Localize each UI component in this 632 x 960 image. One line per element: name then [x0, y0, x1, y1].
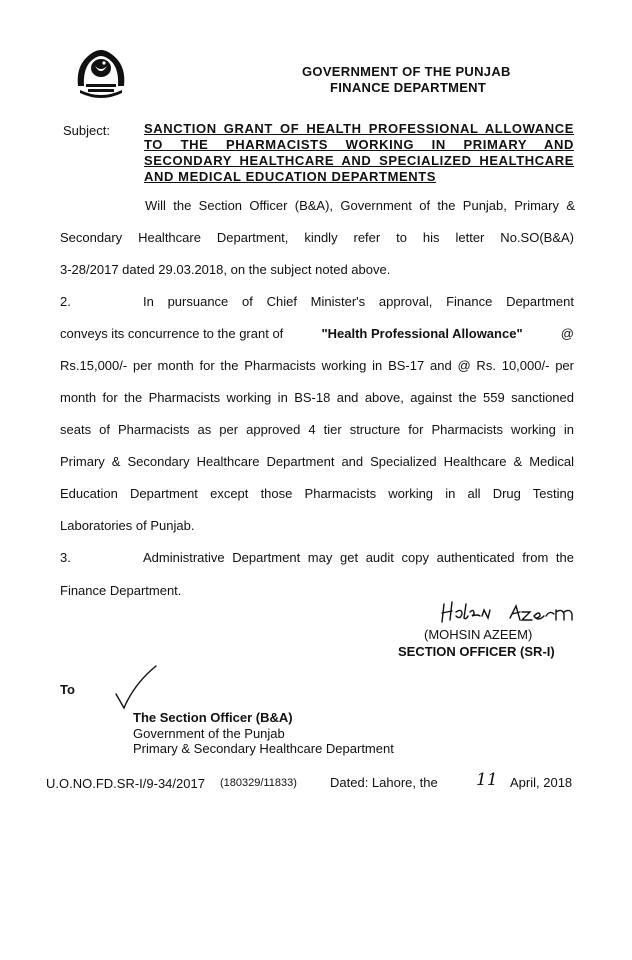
subject-line: TO THE PHARMACISTS WORKING IN PRIMARY AND — [144, 137, 574, 152]
para3-line: Administrative Department may get audit copy authenticated from the — [143, 550, 574, 565]
para2-line: Laboratories of Punjab. — [60, 518, 195, 533]
para2-line: Rs.15,000/- per month for the Pharmacists working in BS-17 and @ Rs. 10,000/- per — [60, 358, 574, 373]
para1-line: Will the Section Officer (B&A), Government of the Punjab, Primary & — [145, 198, 575, 213]
signatory-title: SECTION OFFICER (SR-I) — [398, 644, 555, 659]
para2-line2-post: @ — [560, 326, 574, 341]
para2-line: Education Department except those Pharmacists working in all Drug Testing — [60, 486, 574, 501]
para2-line: seats of Pharmacists as per approved 4 tier structure for Pharmacists working in — [60, 422, 574, 437]
para3-line: Finance Department. — [60, 583, 182, 598]
para2-line: Primary & Secondary Healthcare Department and Specialized Healthcare & Medical — [60, 454, 574, 469]
subject-line: SECONDARY HEALTHCARE AND SPECIALIZED HEALTHCARE — [144, 153, 574, 168]
recipient-line: The Section Officer (B&A) — [133, 710, 293, 725]
para3-number: 3. — [60, 550, 71, 565]
para2-line2-bold: "Health Professional Allowance" — [321, 326, 523, 341]
header-department: FINANCE DEPARTMENT — [330, 80, 487, 95]
subject-line: SANCTION GRANT OF HEALTH PROFESSIONAL ALLOWANCE — [144, 121, 574, 136]
para1-line: 3-28/2017 dated 29.03.2018, on the subject noted above. — [60, 262, 391, 277]
date-day: 11 — [476, 770, 498, 790]
subject-block — [144, 121, 574, 185]
subject-label: Subject: — [63, 123, 110, 138]
para2-line: month for the Pharmacists working in BS-18 and above, against the 559 sanctioned — [60, 390, 574, 405]
date-month-year: April, 2018 — [510, 775, 573, 790]
signature — [440, 598, 580, 628]
para2-line2-pre: conveys its concurrence to the grant of — [60, 326, 284, 341]
checkmark-icon — [114, 664, 158, 710]
para2-number: 2. — [60, 294, 71, 309]
para1-line: Secondary Healthcare Department, kindly refer to his letter No.SO(B&A) — [60, 230, 574, 245]
recipient-line: Primary & Secondary Healthcare Department — [133, 741, 394, 756]
para2-line: In pursuance of Chief Minister's approval, Finance Department — [143, 294, 574, 309]
punjab-emblem-icon — [72, 46, 130, 98]
subject-line: AND MEDICAL EDUCATION DEPARTMENTS — [144, 169, 437, 184]
signatory-name: (MOHSIN AZEEM) — [424, 627, 533, 642]
diary-number: (180329/11833) — [220, 777, 297, 789]
dated-label: Dated: Lahore, the — [330, 775, 438, 790]
uo-number: U.O.NO.FD.SR-I/9-34/2017 — [46, 776, 205, 791]
header-government: GOVERNMENT OF THE PUNJAB — [302, 64, 511, 79]
para2-line — [60, 326, 574, 341]
recipient-line: Government of the Punjab — [133, 726, 285, 741]
to-label: To — [60, 682, 75, 697]
